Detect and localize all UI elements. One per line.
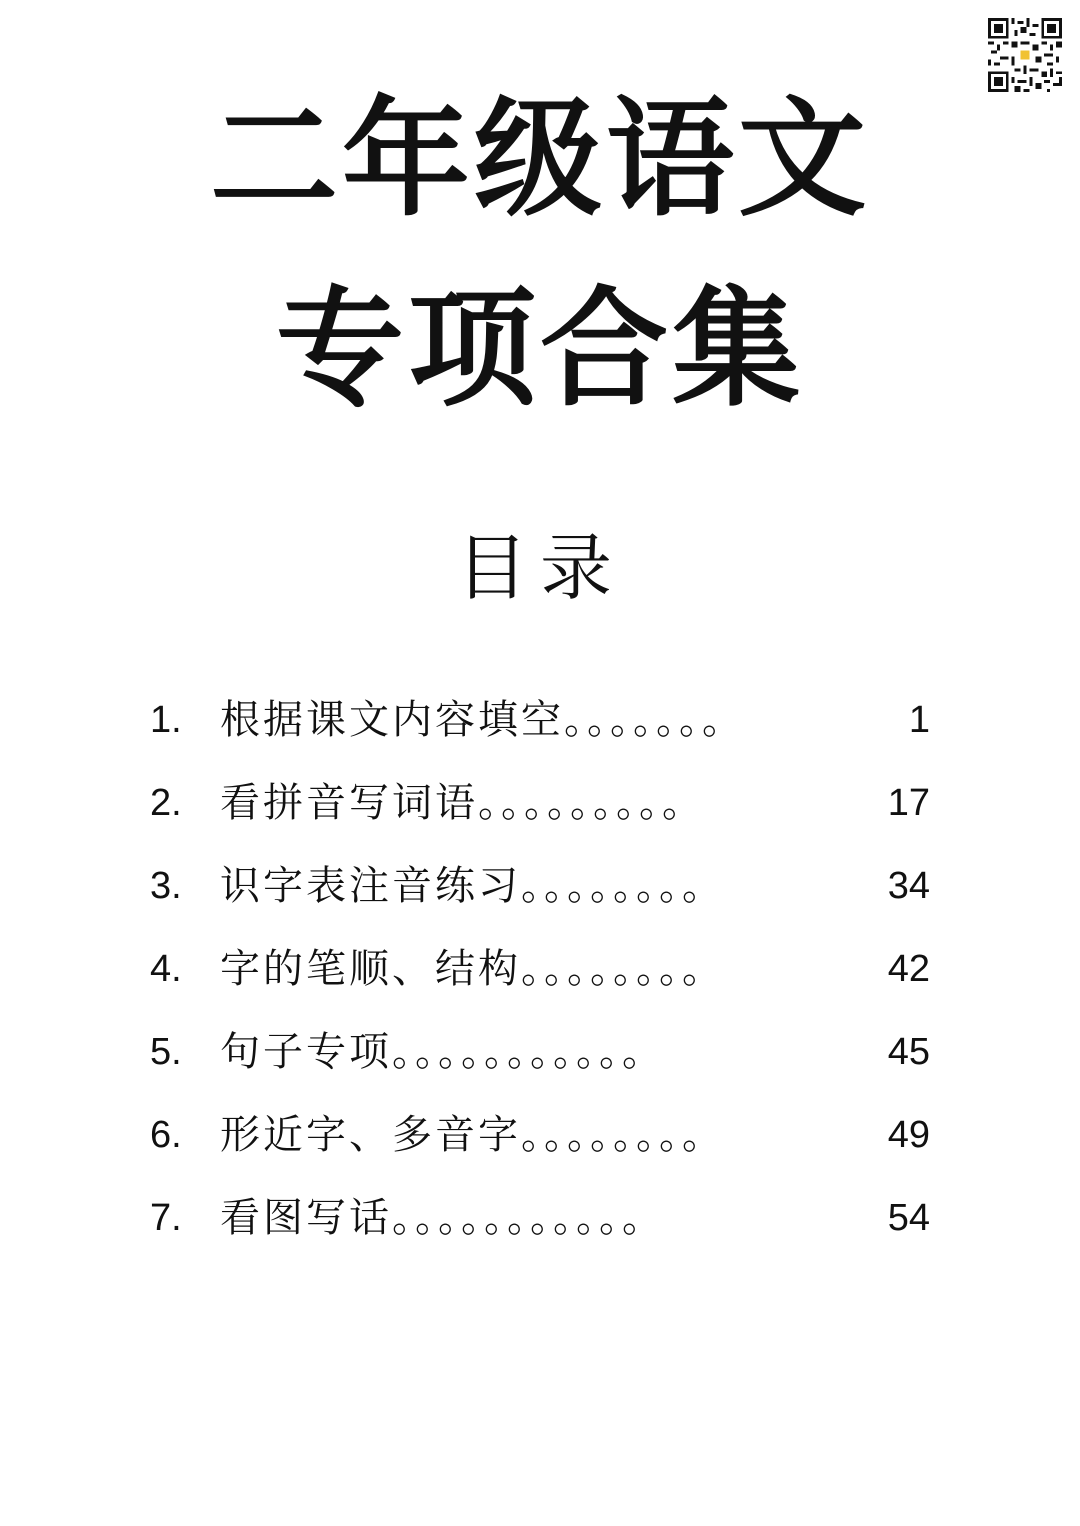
- toc-item-title: 看拼音写词语。。。。。。。。。: [220, 780, 705, 826]
- toc-item-title: 形近字、多音字。。。。。。。。: [220, 1112, 725, 1158]
- table-of-contents: [150, 692, 930, 1273]
- toc-item-page: 45: [887, 1031, 930, 1073]
- document-title-line2: 专项合集: [275, 274, 804, 424]
- toc-item-number: 2.: [150, 782, 182, 824]
- toc-item[interactable]: [150, 858, 930, 941]
- toc-item[interactable]: [150, 1107, 930, 1190]
- toc-item-number: 7.: [150, 1197, 182, 1239]
- toc-item[interactable]: [150, 692, 930, 775]
- toc-item-number: 3.: [150, 865, 182, 907]
- qr-code-icon: [988, 18, 1062, 92]
- toc-item-title: 识字表注音练习。。。。。。。。: [220, 863, 725, 909]
- toc-item-page: 49: [887, 1114, 930, 1156]
- toc-item[interactable]: [150, 775, 930, 858]
- toc-item-title: 看图写话。。。。。。。。。。。: [220, 1195, 665, 1241]
- toc-item-number: 4.: [150, 948, 182, 990]
- toc-heading: 目录: [455, 526, 624, 610]
- toc-item[interactable]: [150, 1190, 930, 1273]
- toc-item-title: 字的笔顺、结构。。。。。。。。: [220, 946, 725, 992]
- toc-item[interactable]: [150, 941, 930, 1024]
- toc-item-title: 句子专项。。。。。。。。。。。: [220, 1029, 665, 1075]
- toc-item-page: 1: [908, 699, 930, 741]
- toc-item-number: 6.: [150, 1114, 182, 1156]
- toc-item-page: 17: [887, 782, 930, 824]
- toc-item-page: 54: [887, 1197, 930, 1239]
- toc-item-title: 根据课文内容填空。。。。。。。: [220, 697, 745, 743]
- toc-item[interactable]: [150, 1024, 930, 1107]
- toc-item-page: 34: [887, 865, 930, 907]
- toc-item-number: 1.: [150, 699, 182, 741]
- toc-item-number: 5.: [150, 1031, 182, 1073]
- toc-item-page: 42: [887, 948, 930, 990]
- document-title-line1: 二年级语文: [209, 84, 870, 234]
